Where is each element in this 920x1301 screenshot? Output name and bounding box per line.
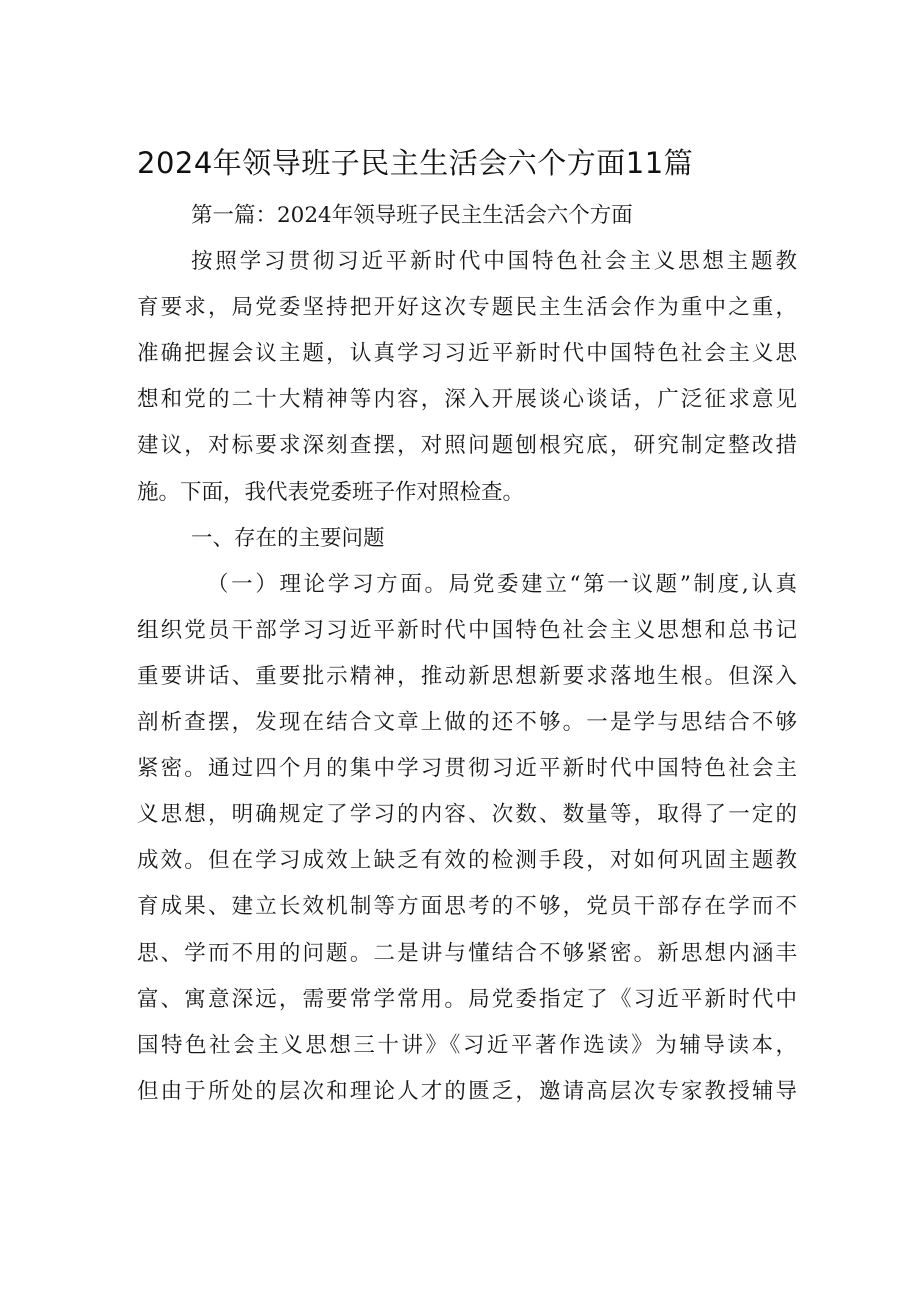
paragraph-line: 成效。但在学习成效上缺乏有效的检测手段，对如何巩固主题教 [137, 848, 797, 874]
paragraph-line: 组织党员干部学习习近平新时代中国特色社会主义思想和总书记 [137, 617, 797, 643]
paragraph-line: 剖析查摆，发现在结合文章上做的还不够。一是学与思结合不够 [137, 710, 797, 736]
paragraph-line: 但由于所处的层次和理论人才的匮乏，邀请高层次专家教授辅导 [137, 1078, 797, 1104]
intro-line: 施。下面，我代表党委班子作对照检查。 [137, 479, 525, 505]
document-body [137, 193, 797, 1115]
intro-line: 想和党的二十大精神等内容，深入开展谈心谈话，广泛征求意见 [137, 387, 797, 413]
paragraph-line: 富、寓意深远，需要常学常用。局党委指定了《习近平新时代中 [137, 986, 797, 1012]
intro-line: 按照学习贯彻习近平新时代中国特色社会主义思想主题教 [191, 249, 797, 275]
subsection-heading: 一、存在的主要问题 [191, 525, 385, 551]
intro-line: 建议，对标要求深刻查摆，对照问题刨根究底，研究制定整改措 [137, 433, 797, 459]
paragraph-line: 国特色社会主义思想三十讲》《习近平著作选读》为辅导读本， [137, 1032, 797, 1058]
paragraph-line: 思、学而不用的问题。二是讲与懂结合不够紧密。新思想内涵丰 [137, 940, 797, 966]
paragraph-line: 义思想，明确规定了学习的内容、次数、数量等，取得了一定的 [137, 802, 797, 828]
paragraph-line: 育成果、建立长效机制等方面思考的不够，党员干部存在学而不 [137, 894, 797, 920]
section-heading: 第一篇：2024年领导班子民主生活会六个方面 [191, 203, 633, 228]
paragraph-line: 紧密。通过四个月的集中学习贯彻习近平新时代中国特色社会主 [137, 756, 797, 782]
intro-line: 育要求，局党委坚持把开好这次专题民主生活会作为重中之重， [137, 295, 797, 321]
paragraph-line: 重要讲话、重要批示精神，推动新思想新要求落地生根。但深入 [137, 663, 797, 689]
paragraph-line: （一）理论学习方面。局党委建立“第一议题”制度,认真 [207, 571, 797, 597]
intro-line: 准确把握会议主题，认真学习习近平新时代中国特色社会主义思 [137, 341, 797, 367]
document-title: 2024年领导班子民主生活会六个方面11篇 [137, 146, 694, 180]
